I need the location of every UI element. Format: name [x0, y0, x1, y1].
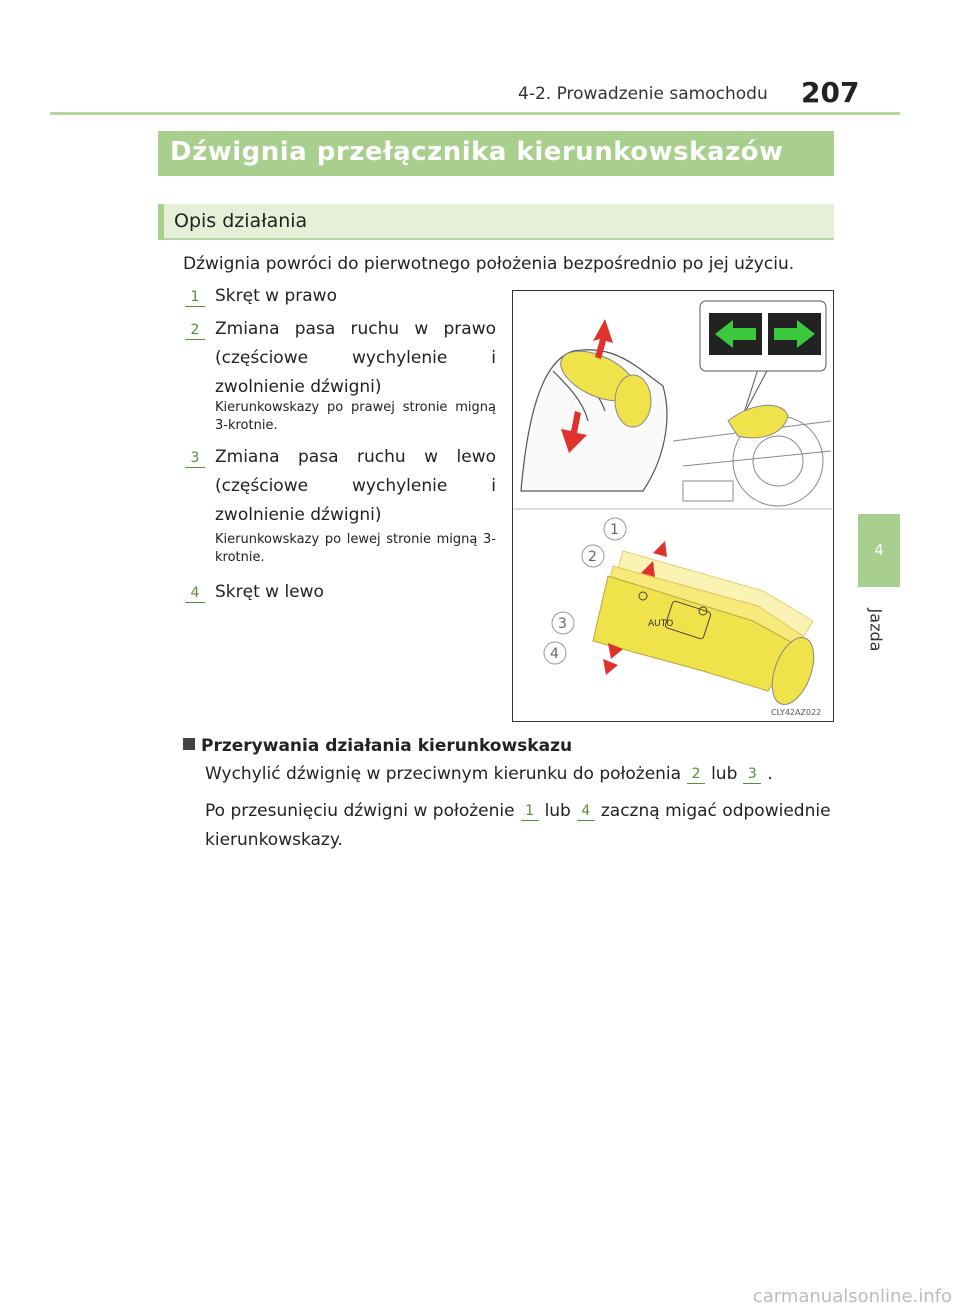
- auto-label: AUTO: [648, 619, 674, 629]
- header-section: 4-2. Prowadzenie samochodu: [518, 84, 768, 104]
- footer-watermark: carmanualsonline.info: [752, 1286, 952, 1307]
- svg-text:4: 4: [550, 646, 559, 662]
- header-rule: [50, 112, 900, 115]
- item-number: 3: [185, 448, 205, 468]
- section-heading: [183, 736, 572, 756]
- svg-text:1: 1: [610, 522, 619, 538]
- item-note: Kierunkowskazy po lewej stronie migną 3-krotnie.: [215, 532, 496, 565]
- item-text: Zmiana pasa ruchu w prawo (częściowe wychylenie i zwolnienie dźwigni): [215, 319, 496, 397]
- item-text: Skręt w lewo: [215, 582, 324, 602]
- chapter-tab: 4: [858, 514, 900, 587]
- turn-signal-figure: [512, 290, 834, 722]
- p2-num-b: 4: [577, 802, 595, 821]
- p1-num-b: 3: [743, 765, 761, 784]
- lever-positions: [593, 551, 822, 710]
- svg-text:3: 3: [558, 616, 567, 632]
- svg-text:2: 2: [588, 549, 597, 565]
- chapter-label: [856, 600, 896, 660]
- subtitle-accent: [158, 204, 164, 240]
- p1-num-a: 2: [687, 765, 705, 784]
- figure-code: CLY42AZ022: [771, 708, 822, 717]
- chapter-label-text: Jazda: [866, 608, 886, 652]
- item-number: 1: [185, 287, 205, 307]
- p1-end: .: [767, 764, 773, 784]
- item-number: 2: [185, 320, 205, 340]
- indicator-callout: [700, 301, 826, 416]
- section-paragraph-1: [205, 764, 773, 784]
- item-text: Zmiana pasa ruchu w lewo (częściowe wychylenie i zwolnienie dźwigni): [215, 447, 496, 525]
- page-number: 207: [801, 76, 860, 109]
- item-note: Kierunkowskazy po prawej stronie migną 3-krotnie.: [215, 400, 496, 433]
- intro-text: Dźwignia powróci do pierwotnego położenia bezpośrednio po jej użyciu.: [183, 254, 795, 274]
- page-title: Dźwignia przełącznika kierunkowskazów: [170, 137, 784, 167]
- item-number: 4: [185, 583, 205, 603]
- p1-mid: lub: [711, 764, 738, 784]
- p2-mid: lub: [544, 801, 571, 821]
- p2-num-a: 1: [521, 802, 539, 821]
- figure-illustration: [513, 291, 832, 720]
- p2-after: zaczną migać odpowiednie kierunkowskazy.: [205, 801, 831, 850]
- item-text: Skręt w prawo: [215, 286, 337, 306]
- subtitle-bar: [158, 204, 834, 240]
- lever-highlight: [728, 405, 788, 437]
- page-title-bar: [158, 131, 834, 176]
- section-paragraph-2: [205, 797, 835, 855]
- p2-text: Po przesunięciu dźwigni w położenie: [205, 801, 515, 821]
- bullet-square: [183, 738, 195, 750]
- section-heading-text: Przerywania działania kierunkowskazu: [201, 736, 573, 756]
- subtitle: Opis działania: [174, 210, 308, 232]
- p1-text: Wychylić dźwignię w przeciwnym kierunku do położenia: [205, 764, 682, 784]
